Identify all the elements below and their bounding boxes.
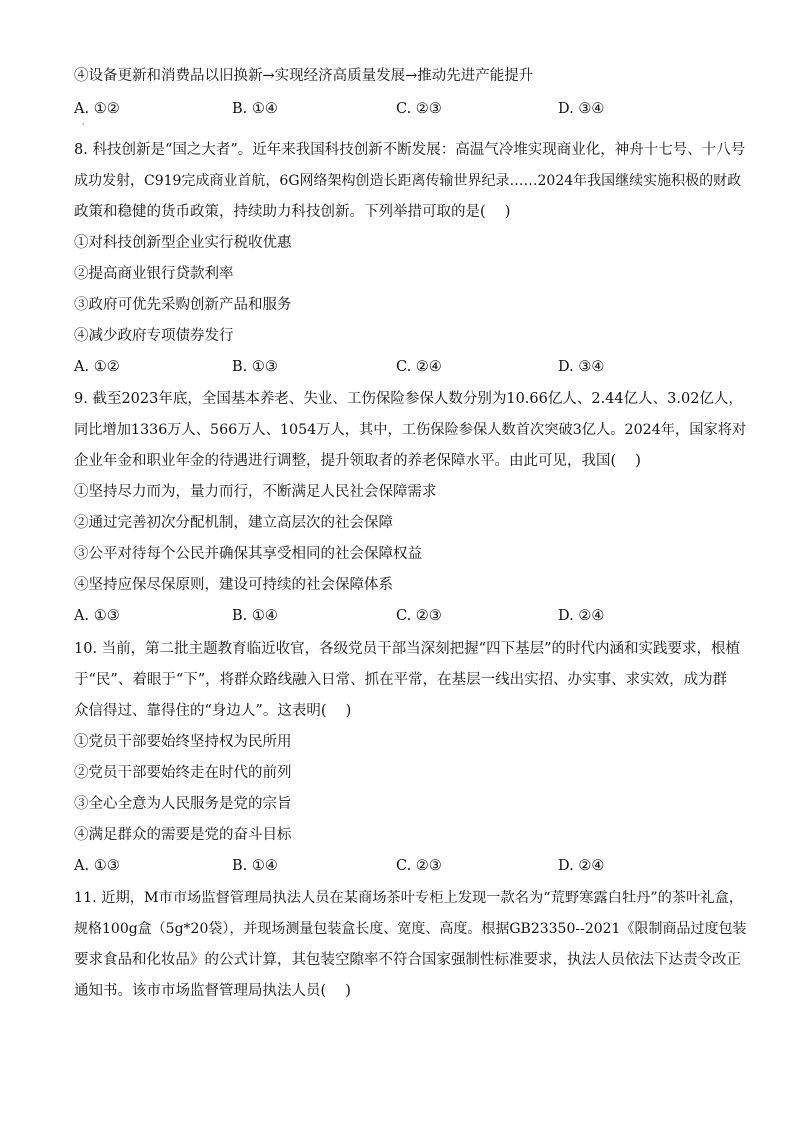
q10-item-4: ④满足群众的需要是党的奋斗目标 [74,827,292,843]
q7-option-b[interactable]: B. ①④ [232,101,278,117]
q11-stem-line-2: 规格100g盒（5g*20袋），并现场测量包装盒长度、宽度、高度。根据GB23350--2021《限制商品过度包装 [74,921,747,937]
q11-stem-line-3: 要求食品和化妆品》的公式计算，其包装空隙率不符合国家强制性标准要求，执法人员依法下达责令改正 [74,952,741,968]
q9-option-a[interactable]: A. ①③ [74,608,120,624]
q8-item-3: ③政府可优先采购创新产品和服务 [74,297,292,313]
q9-item-4: ④坚持应保尽保原则，建设可持续的社会保障体系 [74,577,393,593]
q10-option-a[interactable]: A. ①③ [74,858,120,874]
q8-item-2: ②提高商业银行贷款利率 [74,266,234,282]
q8-stem-line-3: 政策和稳健的货币政策，持续助力科技创新。下列举措可取的是( ) [74,204,511,220]
q11-stem-line-1: 11. 近期，M市市场监督管理局执法人员在某商场茶叶专柜上发现一款名为“荒野寒露白牡丹”的茶叶礼盒， [74,890,744,906]
q7-option-c[interactable]: C. ②③ [396,101,442,117]
q10-stem-line-3: 众信得过、靠得住的“身边人”。这表明( ) [74,703,352,719]
q10-option-d[interactable]: D. ②④ [558,858,605,874]
q10-option-b[interactable]: B. ①④ [232,858,278,874]
q7-option-a[interactable]: A. ①② [74,101,120,117]
q9-option-b[interactable]: B. ①④ [232,608,278,624]
q8-stem-line-1: 8. 科技创新是“国之大者”。近年来我国科技创新不断发展：高温气冷堆实现商业化，神舟十七号、十八号 [74,142,746,158]
q8-stem-line-2: 成功发射，C919完成商业首航，6G网络架构创造长距离传输世界纪录……2024年我国继续实施积极的财政 [74,173,742,189]
q9-item-2: ②通过完善初次分配机制，建立高层次的社会保障 [74,515,393,531]
q7-item-4: ④设备更新和消费品以旧换新→实现经济高质量发展→推动先进产能提升 [74,68,534,84]
q10-stem-line-1: 10. 当前，第二批主题教育临近收官，各级党员干部当深刻把握“四下基层”的时代内涵和实践要求，根植 [74,641,740,657]
q10-item-1: ①党员干部要始终坚持权为民所用 [74,734,292,750]
q10-item-3: ③全心全意为人民服务是党的宗旨 [74,796,292,812]
q9-item-3: ③公平对待每个公民并确保其享受相同的社会保障权益 [74,546,422,562]
q9-stem-line-3: 企业年金和职业年金的待遇进行调整，提升领取者的养老保障水平。由此可见，我国( ) [74,453,641,469]
q8-option-b[interactable]: B. ①③ [232,359,278,375]
q9-stem-line-2: 同比增加1336万人、566万人、1054万人，其中，工伤保险参保人数首次突破3亿人。2024年，国家将对 [74,422,747,438]
q9-option-c[interactable]: C. ②③ [396,608,442,624]
q8-item-1: ①对科技创新型企业实行税收优惠 [74,235,292,251]
q8-option-c[interactable]: C. ②④ [396,359,442,375]
stray-dot: · [82,120,85,129]
q9-option-d[interactable]: D. ②④ [558,608,605,624]
q10-item-2: ②党员干部要始终走在时代的前列 [74,765,292,781]
q10-option-c[interactable]: C. ②③ [396,858,442,874]
q7-option-d[interactable]: D. ③④ [558,101,605,117]
q11-stem-line-4: 通知书。该市市场监督管理局执法人员( ) [74,983,351,999]
q10-stem-line-2: 于“民”、着眼于“下”，将群众路线融入日常、抓在平常，在基层一线出实招、办实事、求实效，成为群 [74,672,728,688]
q8-option-a[interactable]: A. ①② [74,359,120,375]
q9-stem-line-1: 9. 截至2023年底，全国基本养老、失业、工伤保险参保人数分别为10.66亿人、2.44亿人、3.02亿人， [74,391,743,407]
q8-option-d[interactable]: D. ③④ [558,359,605,375]
q8-item-4: ④减少政府专项债券发行 [74,328,234,344]
q9-item-1: ①坚持尽力而为，量力而行，不断满足人民社会保障需求 [74,484,437,500]
